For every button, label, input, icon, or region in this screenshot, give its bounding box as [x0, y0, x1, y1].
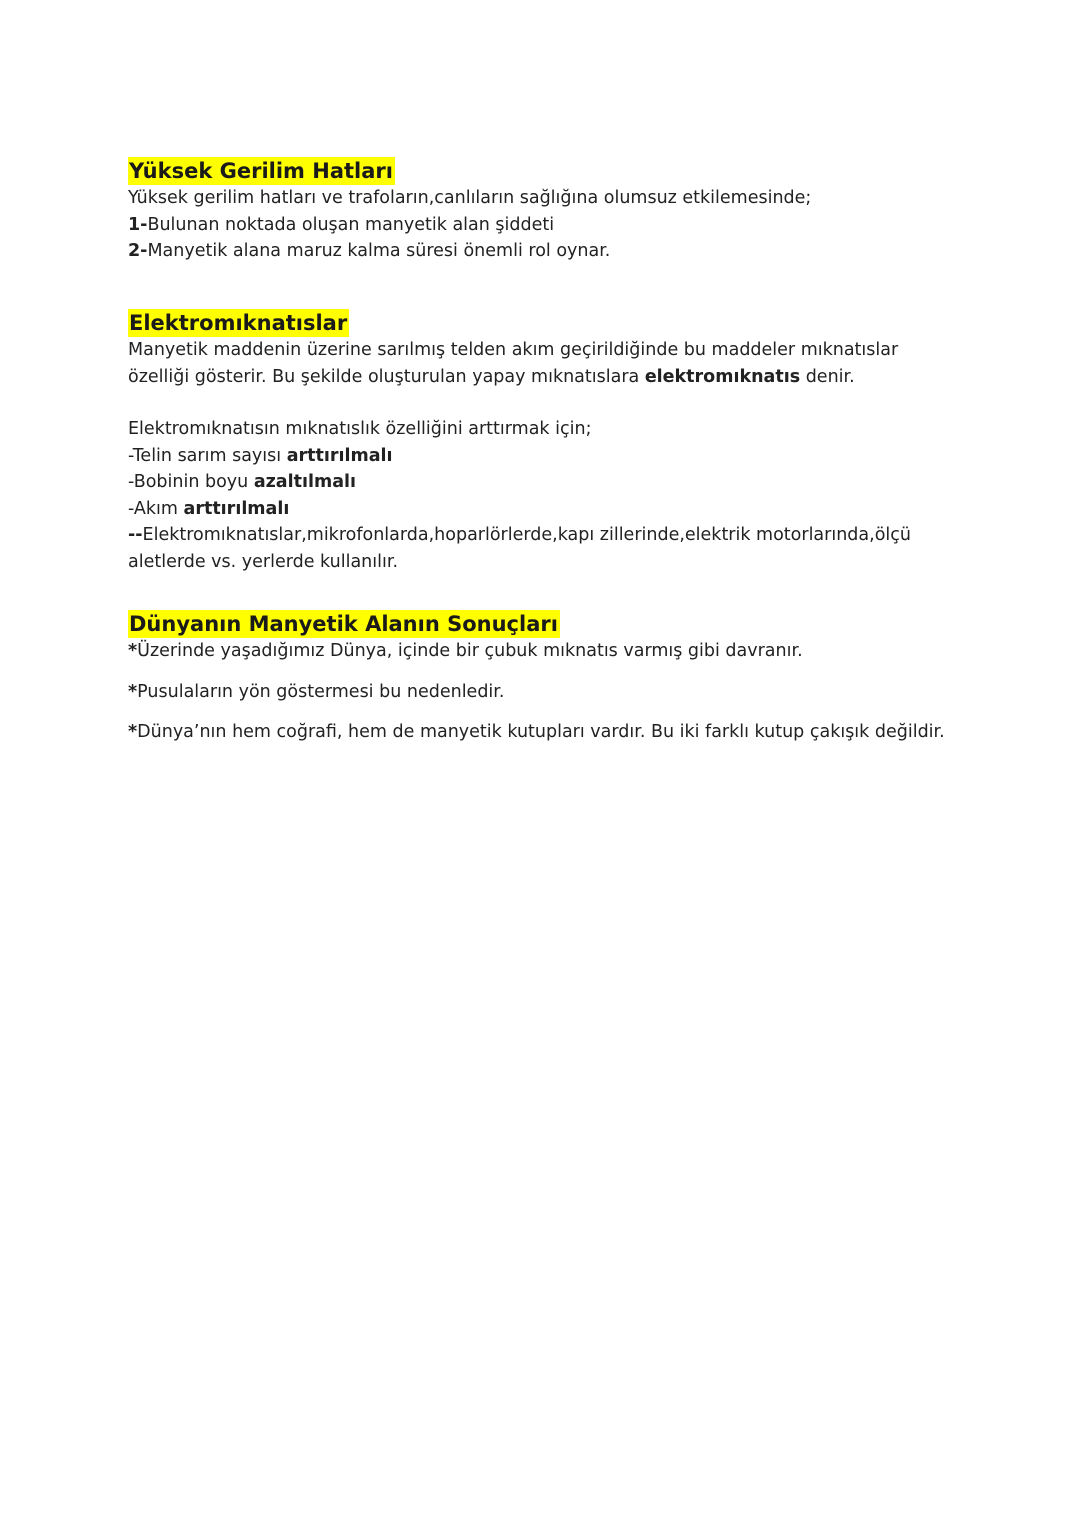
section-heading: Dünyanın Manyetik Alanın Sonuçları	[129, 612, 558, 636]
star-bullet: *	[128, 722, 138, 742]
list-number: 1-	[128, 214, 148, 235]
list-item-text: Pusulaların yön göstermesi bu nedenledir.	[137, 681, 505, 702]
usage-text: Elektromıknatıslar,mikrofonlarda,hoparlörlerde,kapı zillerinde,elektrik motorlarında,ölçü	[142, 525, 911, 545]
list-item-text: -Akım	[128, 498, 184, 519]
list-item-text: -Telin sarım sayısı	[128, 445, 287, 466]
paragraph-line: Manyetik maddenin üzerine sarılmış telden akım geçirildiğinde bu maddeler mıknatıslar	[128, 340, 899, 360]
spacer	[128, 390, 970, 416]
text-run: özelliği gösterir. Bu şekilde oluşturulan yapay mıknatıslara	[128, 366, 645, 387]
section-heading: Yüksek Gerilim Hatları	[129, 159, 393, 183]
star-bullet: *	[128, 681, 138, 702]
list-item	[128, 638, 970, 665]
bold-term: arttırılmalı	[183, 498, 290, 519]
usage-line	[128, 522, 970, 549]
list-item	[128, 238, 970, 265]
section-heading: Elektromıknatıslar	[129, 311, 348, 335]
list-item-text: Bulunan noktada oluşan manyetik alan şiddeti	[147, 214, 555, 235]
list-intro: Elektromıknatısın mıknatıslık özelliğini arttırmak için;	[128, 419, 592, 439]
list-item-text: -Bobinin boyu	[128, 472, 254, 492]
paragraph: Yüksek gerilim hatları ve trafoların,canlıların sağlığına olumsuz etkilemesinde;	[128, 188, 812, 208]
section-electromagnets	[128, 309, 970, 575]
list-item	[128, 496, 970, 523]
star-bullet: *	[128, 641, 138, 661]
list-item	[128, 212, 970, 239]
usage-prefix: --	[128, 525, 143, 545]
usage-line: aletlerde vs. yerlerde kullanılır.	[128, 551, 399, 572]
bold-term: azaltılmalı	[253, 472, 357, 492]
text-run: denir.	[800, 366, 855, 387]
list-number: 2-	[128, 241, 148, 261]
section-earth-magnetic-field	[128, 610, 970, 760]
list-item	[128, 679, 970, 706]
paragraph-line	[128, 364, 970, 391]
bold-term: elektromıknatıs	[644, 366, 801, 387]
list-item-text: Dünya’nın hem coğrafi, hem de manyetik kutupları vardır. Bu iki farklı kutup çakışık değildir.	[137, 722, 945, 742]
bold-term: arttırılmalı	[286, 445, 393, 466]
list-item-text: Üzerinde yaşadığımız Dünya, içinde bir çubuk mıknatıs varmış gibi davranır.	[137, 641, 803, 661]
list-item-text: Manyetik alana maruz kalma süresi önemli rol oynar.	[147, 241, 611, 261]
section-high-voltage-lines	[128, 157, 970, 265]
list-item	[128, 719, 970, 746]
list-item	[128, 443, 970, 470]
list-item	[128, 469, 970, 496]
